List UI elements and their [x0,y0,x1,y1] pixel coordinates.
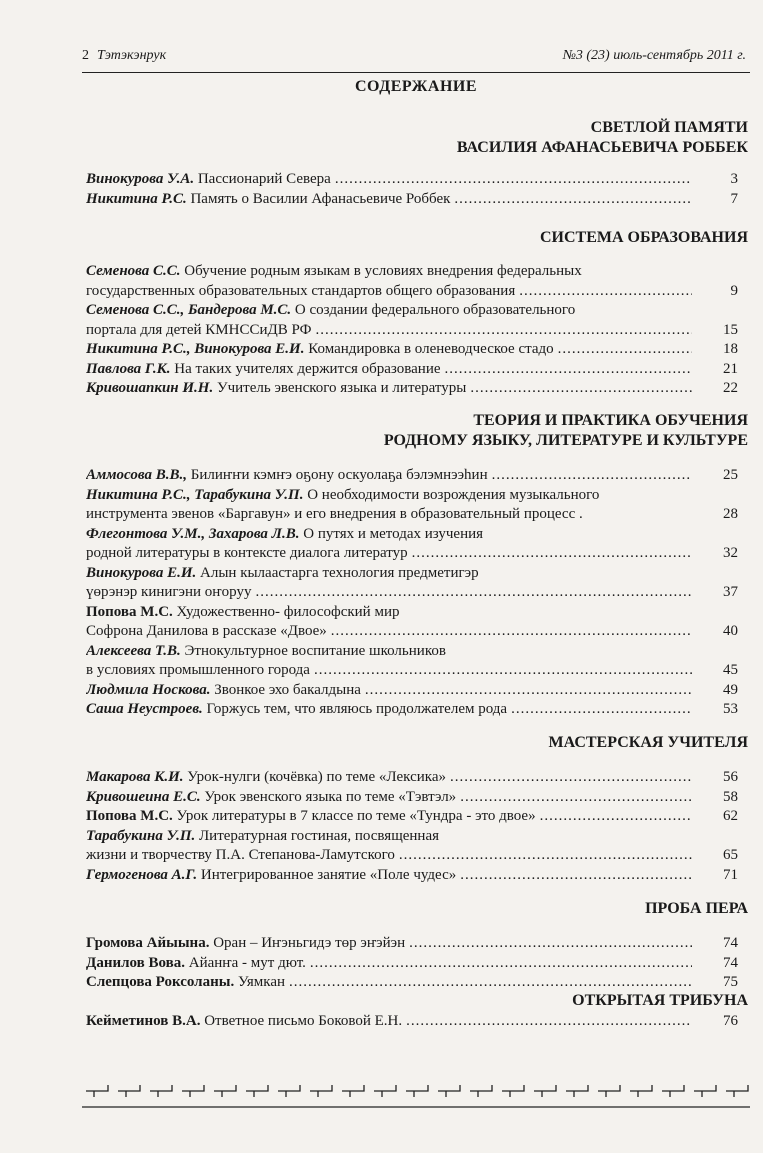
leader-dots [492,466,692,486]
entry-page-number: 21 [723,360,738,377]
entry-page-number: 45 [723,662,738,678]
entry-title: Урок литературы в 7 классе по теме «Тундра - это двое» [176,808,536,824]
leader-dots [460,788,692,808]
leader-dots [412,544,692,564]
entry-page-number: 71 [723,866,738,883]
entry-title: Пассионарий Севера [197,171,331,187]
leader-dots [406,1012,692,1032]
leader-dots [314,661,692,681]
entry-author: Семенова С.С. [86,263,181,279]
section-title [82,991,748,1011]
entry-title: Художественно- философский мир [176,603,400,620]
entry-author: Винокурова Е.И. [86,564,197,581]
leader-dots [460,866,692,886]
entry-page-number: 32 [723,545,738,561]
entry-page-number: 74 [723,954,738,971]
issue-info: №3 (23) июль-сентябрь 2011 г. [562,48,746,63]
entry-page-number: 22 [723,380,738,396]
entry-title: Оран – Иҥэньгидэ төр эҥэйэн [213,935,406,951]
page-header [82,48,750,70]
entry-author: Людмила Носкова. [86,681,211,698]
leader-dots [365,681,692,701]
toc-entry[interactable] [86,642,738,681]
entry-page-number: 18 [723,341,738,357]
toc-entry[interactable] [86,1012,738,1032]
entry-title: инструмента эвенов «Баргавун» и его внедрения в образовательный процесс . [86,506,583,522]
entry-title: Командировка в оленеводческое стадо [308,341,554,357]
entry-title: На таких учителях держится образование [174,360,441,377]
section-title-line: ОТКРЫТАЯ ТРИБУНА [572,992,748,1009]
header-divider [82,72,750,73]
toc-entry[interactable] [86,525,738,564]
toc-entry[interactable] [86,301,738,340]
entry-author: Никитина Р.С., Винокурова Е.И. [86,341,305,357]
toc-section-entries [86,170,738,209]
entry-author: Макарова К.И. [86,769,184,785]
toc-entry[interactable] [86,340,738,360]
entry-title: Учитель эвенского языка и литературы [216,380,467,396]
section-title-line: ТЕОРИЯ И ПРАКТИКА ОБУЧЕНИЯ [473,412,748,429]
leader-dots [331,622,692,642]
leader-dots [454,190,692,210]
entry-author: Данилов Вова. [86,954,185,971]
entry-title: үөрэнэр кинигэни оҥоруу [86,584,252,600]
entry-page-number: 62 [723,808,738,824]
toc-entry[interactable] [86,827,738,866]
section-title [82,411,748,451]
entry-title: Софрона Данилова в рассказе «Двое» [86,623,327,639]
entry-page-number: 65 [723,847,738,863]
toc-entry[interactable] [86,564,738,603]
section-title [82,228,748,248]
entry-title: в условиях промышленного города [86,662,310,678]
section-title [82,733,748,753]
entry-page-number: 40 [723,623,738,639]
leader-dots [540,807,692,827]
toc-entry[interactable] [86,466,738,486]
entry-author: Саша Неустроев. [86,701,203,717]
toc-section-entries [86,466,738,720]
entry-title: Билиҥҥи кэмҥэ оҕону оскуолаҕа бэлэмнээһин [190,467,488,483]
entry-title: Обучение родным языкам в условиях внедрения федеральных [184,263,582,279]
contents-title: СОДЕРЖАНИЕ [354,78,478,95]
entry-page-number: 9 [730,282,738,299]
section-title-line: ВАСИЛИЯ АФАНАСЬЕВИЧА РОББЕК [456,139,748,156]
entry-author: Кривошапкин И.Н. [86,380,214,396]
toc-entry[interactable] [86,190,738,210]
entry-title: Уямкан [237,974,286,990]
entry-page-number: 49 [723,681,738,698]
leader-dots [519,282,692,302]
toc-entry[interactable] [86,681,738,701]
toc-entry[interactable] [86,603,738,642]
ornament-pattern [86,1085,748,1097]
entry-page-number: 56 [723,769,738,785]
section-title-line: РОДНОМУ ЯЗЫКУ, ЛИТЕРАТУРЕ И КУЛЬТУРЕ [383,432,748,449]
entry-author: Семенова С.С., Бандерова М.С. [86,302,292,318]
entry-author: Кривошеина Е.С. [86,788,201,805]
entry-page-number: 58 [723,788,738,805]
entry-title: О создании федерального образовательного [294,302,576,318]
section-title-line: СВЕТЛОЙ ПАМЯТИ [590,119,748,136]
entry-page-number: 15 [723,321,738,338]
entry-title: Урок эвенского языка по теме «Тэвтэл» [204,788,457,805]
header-left [82,48,166,64]
entry-title: Ответное письмо Боковой Е.Н. [204,1013,403,1029]
entry-title: государственных образовательных стандартов общего образования [86,282,516,299]
entry-title: Алын кылаастарга технология предметигэр [200,564,479,581]
toc-section-entries [86,262,738,399]
entry-author: Тарабукина У.П. [86,827,196,844]
page-number: 2 [82,48,89,63]
footer-ornament [82,1077,750,1117]
entry-title: Айанҥа - мут дют. [188,954,306,971]
entry-title: О необходимости возрождения музыкального [307,486,600,503]
toc-entry[interactable] [86,934,738,954]
journal-title: Тэтэкэнрук [97,48,167,63]
entry-author: Винокурова У.А. [86,171,195,187]
entry-page-number: 75 [723,974,738,990]
entry-author: Громова Айыына. [86,935,210,951]
leader-dots [558,340,692,360]
leader-dots [315,321,692,341]
entry-page-number: 37 [723,584,738,600]
toc-entry[interactable] [86,379,738,399]
entry-author: Аммосова В.В., [86,467,187,483]
toc-entry[interactable] [86,866,738,886]
entry-title: родной литературы в контексте диалога литератур [86,545,408,561]
toc-entry[interactable] [86,170,738,190]
toc-entry[interactable] [86,954,738,974]
section-title-line: СИСТЕМА ОБРАЗОВАНИЯ [539,229,748,246]
toc-section-entries [86,934,738,993]
entry-title: О путях и методах изучения [303,525,484,542]
leader-dots [289,973,692,993]
leader-dots [511,700,692,720]
toc-section-entries [86,1012,738,1032]
entry-title: Интегрированное занятие «Поле чудес» [200,866,457,883]
entry-title: Звонкое эхо бакалдына [214,681,361,698]
entry-title: портала для детей КМНССиДВ РФ [86,321,312,338]
entry-title: Этнокультурное воспитание школьников [184,642,446,659]
toc-entry[interactable] [86,973,738,993]
entry-title: жизни и творчеству П.А. Степанова-Ламутского [86,847,395,863]
entry-author: Гермогенова А.Г. [86,866,198,883]
toc-entry[interactable] [86,807,738,827]
section-title [82,118,748,158]
entry-title: Литературная гостиная, посвященная [199,827,440,844]
entry-title: Горжусь тем, что являюсь продолжателем рода [206,701,508,717]
toc-entry[interactable] [86,486,738,525]
entry-author: Никитина Р.С. [86,190,187,207]
toc-section-entries [86,768,738,885]
toc-entry[interactable] [86,360,738,380]
toc-entry[interactable] [86,700,738,720]
leader-dots [409,934,692,954]
entry-title: Память о Василии Афанасьевиче Роббек [190,190,451,207]
entry-page-number: 25 [723,467,738,483]
entry-author: Флегонтова У.М., Захарова Л.В. [86,525,300,542]
leader-dots [255,583,692,603]
entry-author: Алексеева Т.В. [86,642,181,659]
leader-dots [310,954,692,974]
toc-entry[interactable] [86,768,738,788]
entry-page-number: 28 [723,506,738,522]
entry-author: Попова М.С. [86,808,173,824]
entry-page-number: 74 [723,935,738,951]
toc-entry[interactable] [86,262,738,301]
leader-dots [335,170,692,190]
entry-author: Павлова Г.К. [86,360,171,377]
leader-dots [470,379,692,399]
entry-author: Попова М.С. [86,603,173,620]
entry-page-number: 7 [730,190,738,207]
entry-page-number: 3 [730,171,738,187]
section-title-line: ПРОБА ПЕРА [645,900,748,917]
section-title [82,899,748,919]
leader-dots [445,360,692,380]
entry-page-number: 53 [723,701,738,717]
leader-dots [450,768,692,788]
leader-dots [399,846,692,866]
section-title-line: МАСТЕРСКАЯ УЧИТЕЛЯ [548,734,748,751]
toc-entry[interactable] [86,788,738,808]
entry-title: Урок-нулги (кочёвка) по теме «Лексика» [187,769,446,785]
entry-page-number: 76 [723,1013,738,1029]
entry-author: Никитина Р.С., Тарабукина У.П. [86,486,304,503]
entry-author: Кейметинов В.А. [86,1013,201,1029]
entry-author: Слепцова Роксоланы. [86,974,235,990]
